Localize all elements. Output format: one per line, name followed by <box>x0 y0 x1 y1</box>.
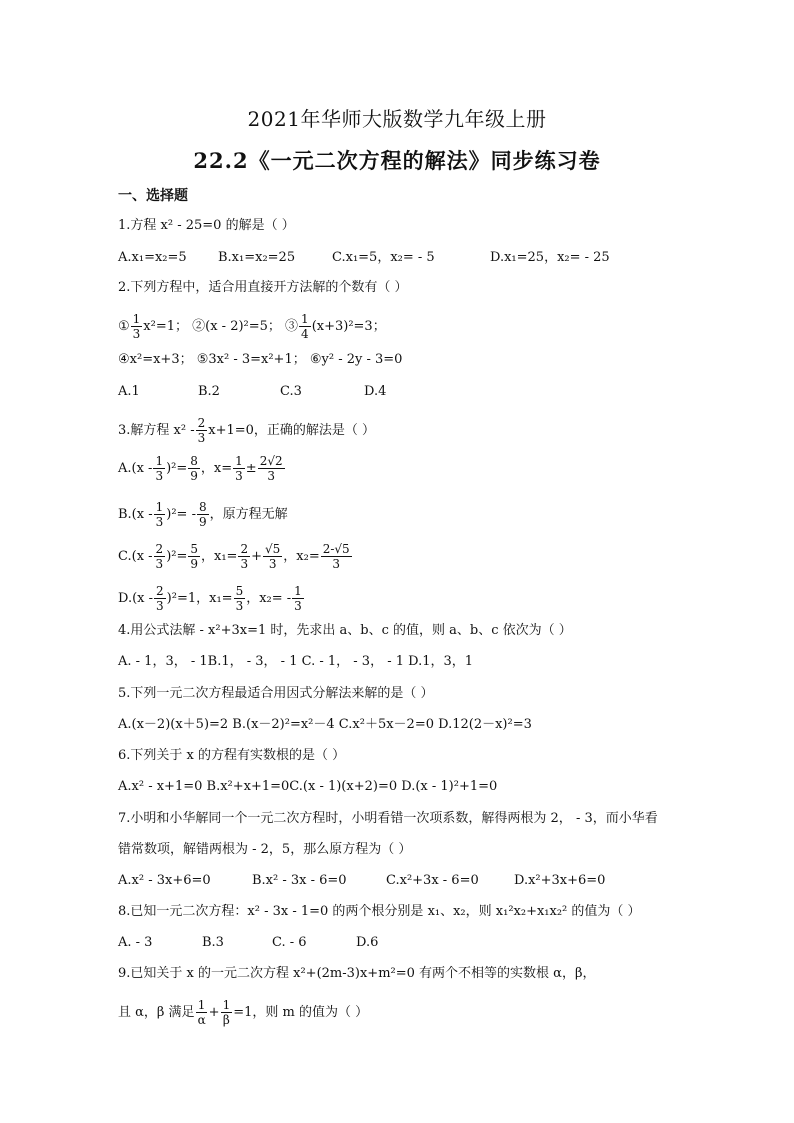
fraction-numerator: 1 <box>155 454 164 468</box>
fraction <box>154 542 166 571</box>
question-2-equations-row-2: ④x²=x+3； ⑤3x² - 3=x²+1； ⑥y² - 2y - 3=0 <box>118 352 403 367</box>
question-2-option-b: B.2 <box>198 384 220 399</box>
option-text: ，x₁= <box>201 549 238 564</box>
question-8-option-d: D.6 <box>356 935 379 950</box>
question-7-option-b: B.x² - 3x - 6=0 <box>252 873 347 888</box>
fraction <box>131 312 143 341</box>
option-text: + <box>251 549 262 564</box>
fraction-numerator: 2√2 <box>259 454 283 468</box>
option-text: ，原方程无解 <box>209 507 288 522</box>
fraction-denominator: 3 <box>155 557 164 571</box>
fraction-denominator: 3 <box>332 557 341 571</box>
question-7-stem-line-2: 错常数项，解错两根为 - 2，5，那么原方程为（ ） <box>118 842 412 857</box>
fraction-denominator: 3 <box>268 557 277 571</box>
question-8-stem: 8.已知一元二次方程：x² - 3x - 1=0 的两个根分别是 x₁、x₂，则 x₁²x₂+x₁x₂² 的值为（ ） <box>118 904 641 919</box>
fraction-denominator: 3 <box>155 469 164 483</box>
question-8-option-c: C. - 6 <box>272 935 307 950</box>
fraction-numerator: 8 <box>190 454 198 468</box>
fraction-numerator: 2 <box>197 416 206 430</box>
equation-text: (x+3)²=3； <box>311 319 386 334</box>
fraction-denominator: 9 <box>190 469 198 483</box>
question-6-options: A.x² - x+1=0 B.x²+x+1=0C.(x - 1)(x+2)=0 D.(x - 1)²+1=0 <box>118 779 498 794</box>
fraction-numerator: 1 <box>222 998 231 1012</box>
fraction <box>188 542 200 571</box>
fraction <box>233 454 245 483</box>
fraction-numerator: 1 <box>294 584 302 598</box>
option-text: ± <box>245 461 257 476</box>
fraction <box>154 584 166 613</box>
question-4-stem: 4.用公式法解 - x²+3x=1 时，先求出 a、b、c 的值，则 a、b、c 依次为（ ） <box>118 623 572 638</box>
fraction-numerator: √5 <box>265 542 281 556</box>
fraction-denominator: 9 <box>190 557 199 571</box>
fraction-numerator: 1 <box>155 500 164 514</box>
fraction-denominator: 3 <box>235 469 243 483</box>
option-text: ，x₂= <box>283 549 320 564</box>
fraction-numerator: 5 <box>190 542 199 556</box>
document-title: 2021年华师大版数学九年级上册 <box>247 107 547 131</box>
question-7-stem-line-1: 7.小明和小华解同一个一元二次方程时，小明看错一次项系数，解得两根为 2， - 3，而小华看 <box>118 811 658 826</box>
fraction <box>196 416 208 445</box>
fraction <box>188 454 200 483</box>
question-1-option-d: D.x₁=25，x₂= - 25 <box>490 250 610 265</box>
fraction-numerator: 8 <box>198 500 207 514</box>
fraction <box>292 584 304 613</box>
fraction-denominator: 3 <box>235 599 244 613</box>
question-9-stem-line-1: 9.已知关于 x 的一元二次方程 x²+(2m-3)x+m²=0 有两个不相等的实数根 α，β， <box>118 966 596 981</box>
option-text: ，x= <box>200 461 233 476</box>
question-2-option-a: A.1 <box>118 384 140 399</box>
fraction-denominator: 3 <box>240 557 249 571</box>
document-subtitle: 22.2《一元二次方程的解法》同步练习卷 <box>193 148 601 173</box>
question-1-option-c: C.x₁=5，x₂= - 5 <box>332 250 435 265</box>
fraction-numerator: 1 <box>235 454 243 468</box>
fraction-numerator: 1 <box>301 312 309 326</box>
question-2-option-c: C.3 <box>280 384 302 399</box>
option-text: D.(x - <box>118 591 154 606</box>
question-7-option-d: D.x²+3x+6=0 <box>514 873 606 888</box>
stem-text: 且 α，β 满足 <box>118 1005 195 1020</box>
question-1-option-a: A.x₁=x₂=5 <box>118 250 187 265</box>
fraction-denominator: 3 <box>267 469 275 483</box>
fraction-numerator: 1 <box>132 312 141 326</box>
option-text: )²= - <box>166 507 196 522</box>
stem-text: =1，则 m 的值为（ ） <box>233 1005 369 1020</box>
equation-text: x²=1； ②(x - 2)²=5； ③ <box>143 319 299 334</box>
fraction-denominator: 3 <box>132 327 141 341</box>
question-5-options: A.(x－2)(x＋5)=2 B.(x－2)²=x²－4 C.x²＋5x－2=0 D.12(2－x)²=3 <box>118 717 532 732</box>
fraction-numerator: 5 <box>235 584 244 598</box>
fraction <box>221 998 233 1027</box>
fraction-numerator: 1 <box>197 998 206 1012</box>
option-text: )²= <box>166 461 188 476</box>
fraction-denominator: 3 <box>294 599 302 613</box>
question-3-option-b <box>118 500 288 529</box>
question-7-option-a: A.x² - 3x+6=0 <box>118 873 211 888</box>
fraction-denominator: 4 <box>301 327 309 341</box>
fraction <box>299 312 311 341</box>
question-9-stem-line-2 <box>118 998 368 1027</box>
question-7-option-c: C.x²+3x - 6=0 <box>386 873 479 888</box>
question-8-option-a: A. - 3 <box>118 935 153 950</box>
fraction <box>196 998 208 1027</box>
fraction <box>154 500 166 529</box>
question-6-stem: 6.下列关于 x 的方程有实数根的是（ ） <box>118 748 346 763</box>
question-1-option-b: B.x₁=x₂=25 <box>218 250 296 265</box>
fraction <box>263 542 282 571</box>
section-heading: 一、选择题 <box>118 188 188 204</box>
fraction-denominator: 3 <box>155 515 164 529</box>
fraction-denominator: 9 <box>198 515 207 529</box>
fraction-numerator: 2-√5 <box>322 542 350 556</box>
stem-text: x+1=0，正确的解法是（ ） <box>208 423 376 438</box>
fraction-numerator: 2 <box>155 542 164 556</box>
question-2-stem: 2.下列方程中，适合用直接开方法解的个数有（ ） <box>118 280 408 295</box>
question-3-stem <box>118 416 375 445</box>
option-text: A.(x - <box>118 461 153 476</box>
question-8-option-b: B.3 <box>202 935 224 950</box>
fraction-denominator: β <box>222 1013 230 1027</box>
fraction <box>258 454 285 483</box>
option-text: )²=1，x₁= <box>166 591 233 606</box>
fraction-numerator: 2 <box>156 584 164 598</box>
fraction <box>197 500 209 529</box>
question-3-option-a <box>118 454 286 483</box>
fraction <box>234 584 246 613</box>
question-2-equations-row-1 <box>118 312 386 341</box>
option-text: )²= <box>166 549 188 564</box>
fraction <box>321 542 352 571</box>
fraction-denominator: α <box>197 1013 206 1027</box>
stem-text: 3.解方程 x² - <box>118 423 195 438</box>
question-1-stem: 1.方程 x² - 25=0 的解是（ ） <box>118 218 295 233</box>
question-4-options: A. - 1，3， - 1B.1， - 3， - 1 C. - 1， - 3， - 1 D.1，3，1 <box>118 654 474 669</box>
fraction-numerator: 2 <box>240 542 249 556</box>
question-5-stem: 5.下列一元二次方程最适合用因式分解法来解的是（ ） <box>118 686 434 701</box>
question-2-option-d: D.4 <box>364 384 387 399</box>
question-3-option-c <box>118 542 353 571</box>
fraction <box>153 454 165 483</box>
fraction <box>238 542 250 571</box>
option-text: ，x₂= - <box>246 591 292 606</box>
fraction-denominator: 3 <box>197 431 206 445</box>
fraction-denominator: 3 <box>156 599 164 613</box>
stem-text: + <box>208 1005 220 1020</box>
option-text: C.(x - <box>118 549 153 564</box>
option-text: B.(x - <box>118 507 153 522</box>
equation-marker: ① <box>118 319 130 334</box>
question-3-option-d <box>118 584 305 613</box>
